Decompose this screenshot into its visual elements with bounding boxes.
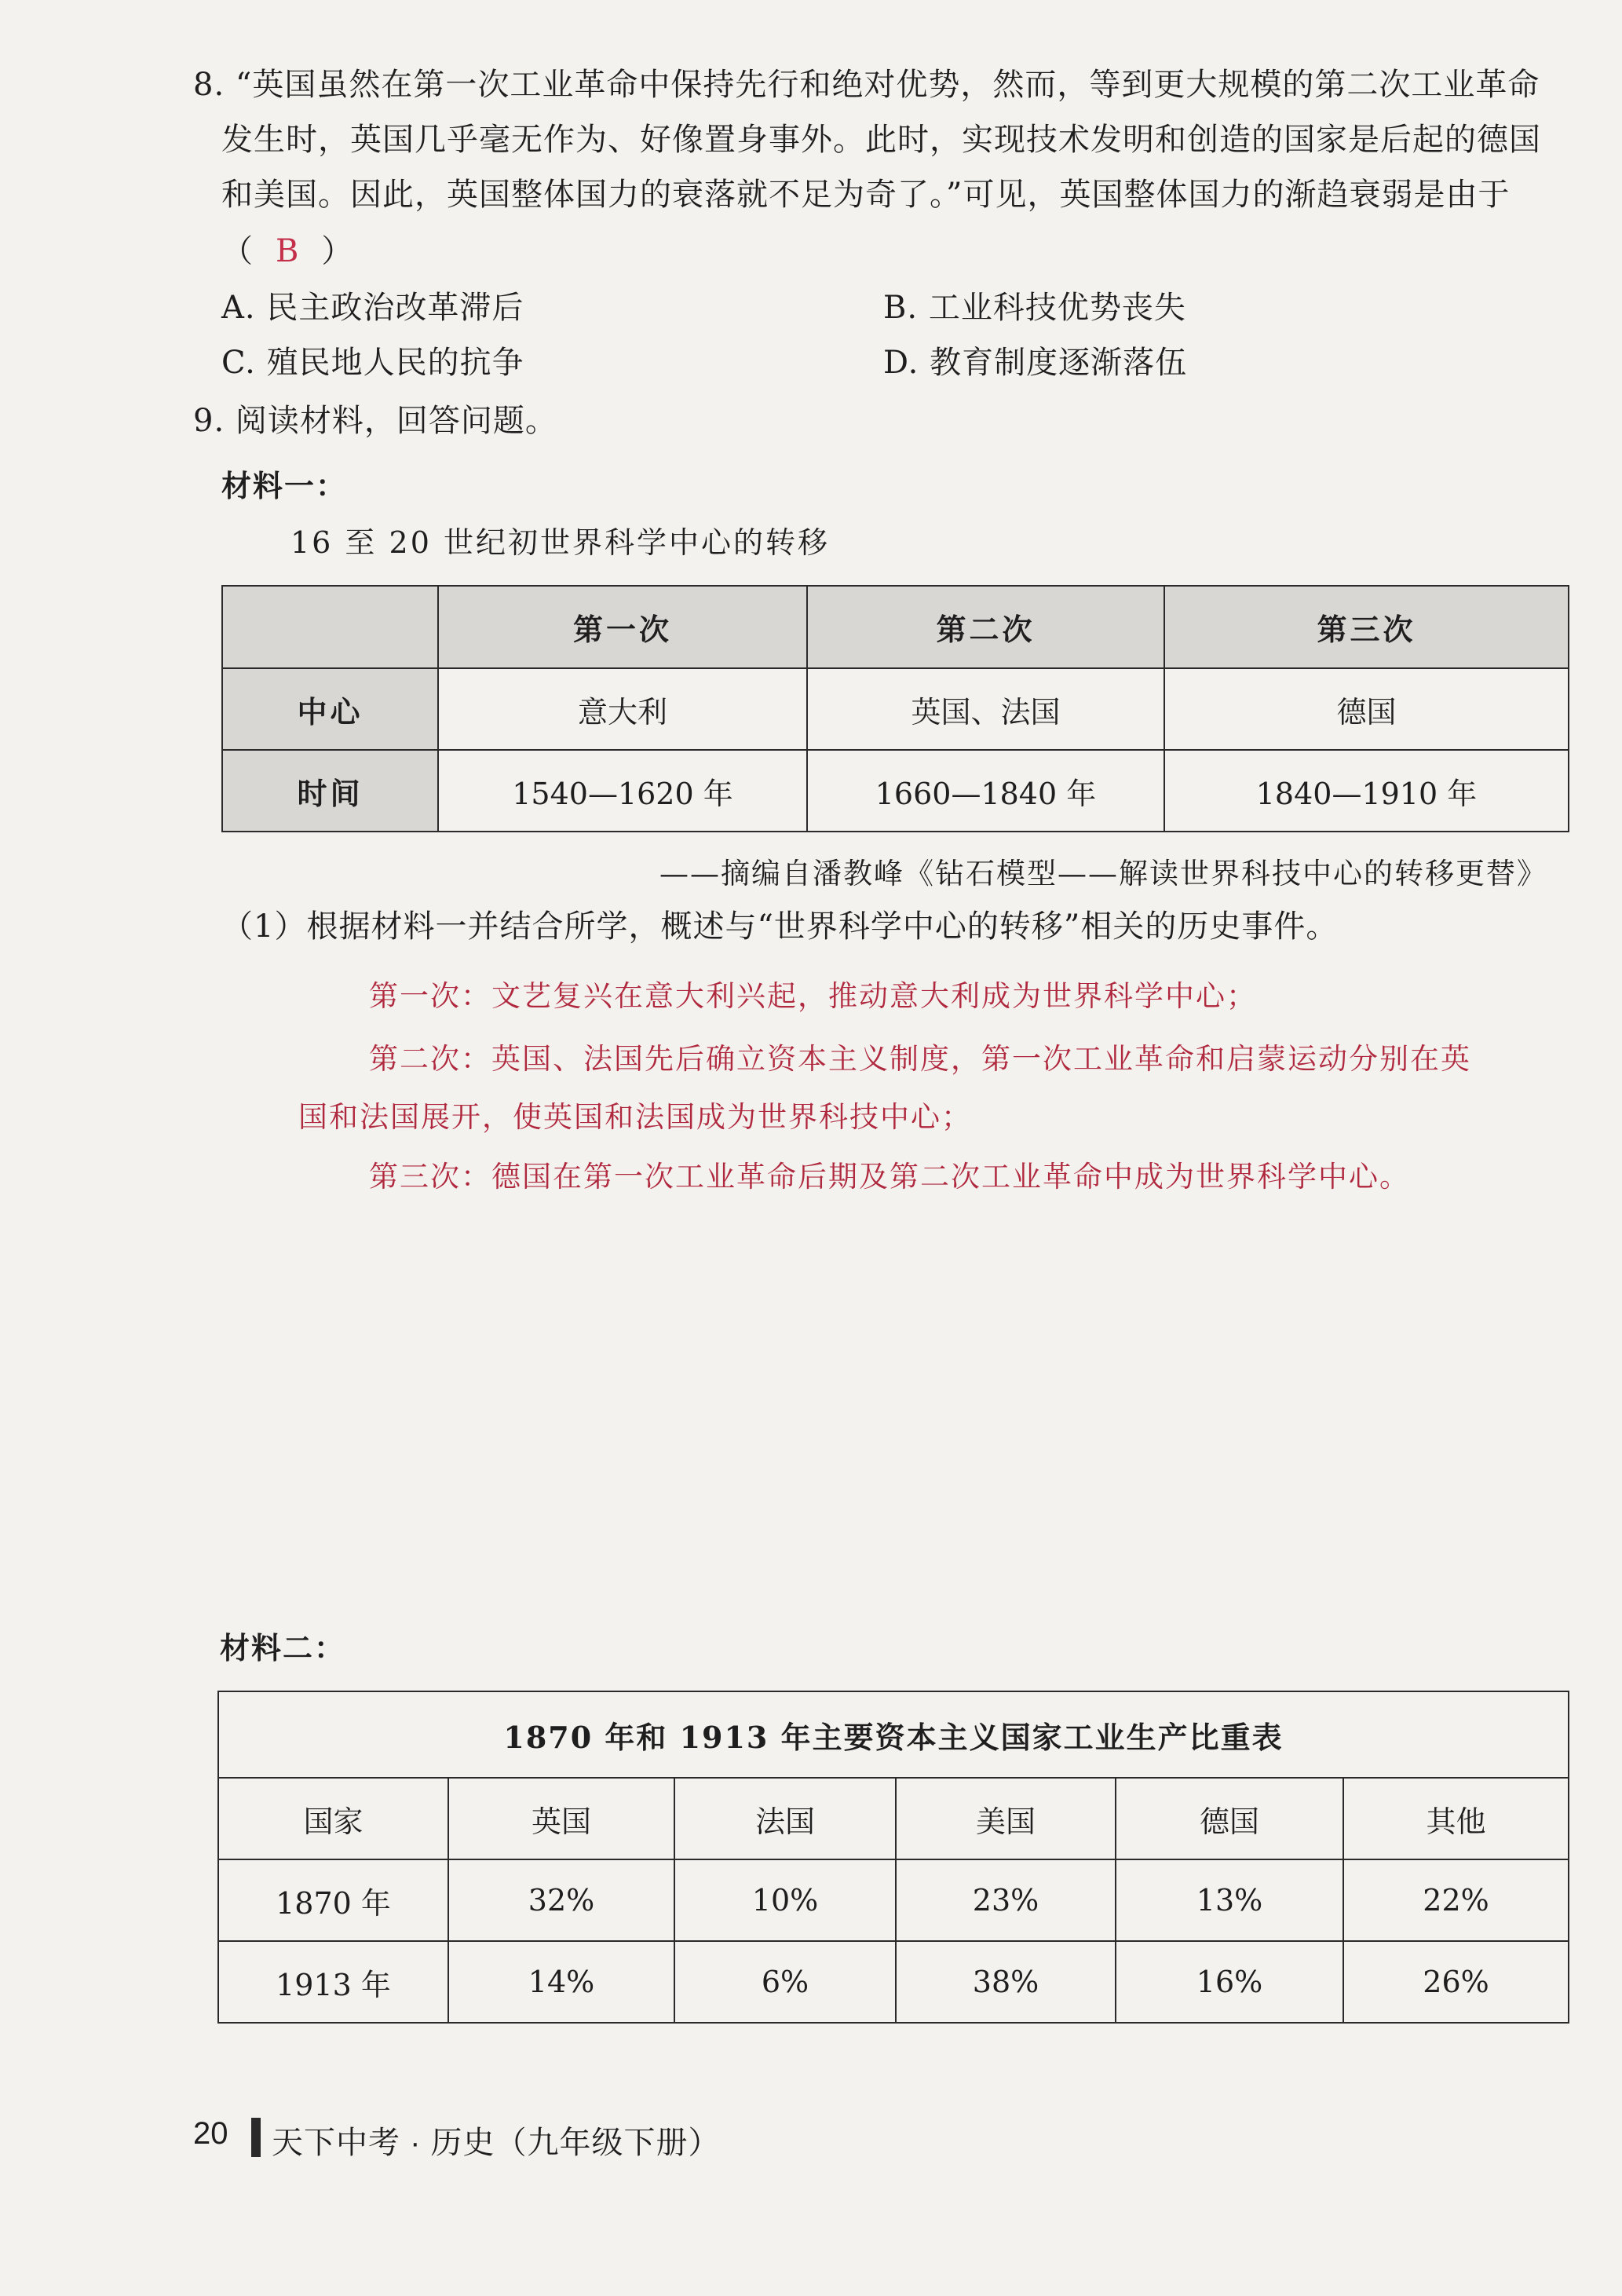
table1-header-first: 第一次	[438, 586, 807, 668]
q9-question-1: （1）根据材料一并结合所学，概述与“世界科学中心的转移”相关的历史事件。	[221, 909, 1339, 945]
q9-intro: 9. 阅读材料，回答问题。	[193, 403, 557, 439]
table2-cell: 10%	[674, 1859, 896, 1941]
book-title: 天下中考 · 历史（九年级下册）	[272, 2126, 721, 2160]
table1-header-corner	[222, 586, 438, 668]
table2-row-year: 1870 年	[218, 1859, 448, 1941]
table1-source: ——摘编自潘教峰《钻石模型——解读世界科技中心的转移更替》	[659, 857, 1547, 890]
table1-cell: 1540—1620 年	[438, 750, 807, 832]
q8-line-2: 发生时，英国几乎毫无作为、好像置身事外。此时，实现技术发明和创造的国家是后起的德国	[221, 122, 1541, 158]
table2-cell: 23%	[896, 1859, 1116, 1941]
table2-title: 1870 年和 1913 年主要资本主义国家工业生产比重表	[218, 1691, 1569, 1778]
q8-answer-bracket	[221, 228, 353, 275]
table1-cell: 德国	[1164, 668, 1569, 750]
table2-cell: 13%	[1116, 1859, 1343, 1941]
science-center-table	[221, 585, 1569, 832]
table1-cell: 英国、法国	[807, 668, 1164, 750]
table2-cell: 6%	[674, 1941, 896, 2023]
material1-label: 材料一：	[221, 468, 348, 503]
table-row	[222, 750, 1569, 832]
table2-row-year: 1913 年	[218, 1941, 448, 2023]
answer1-line-4: 第三次：德国在第一次工业革命后期及第二次工业革命中成为世界科学中心。	[369, 1160, 1410, 1194]
material2-label: 材料二：	[220, 1630, 346, 1665]
table1-caption: 16 至 20 世纪初世界科学中心的转移	[290, 525, 830, 560]
q8-option-c: C. 殖民地人民的抗争	[221, 345, 524, 381]
table2-cell: 26%	[1343, 1941, 1569, 2023]
industrial-share-table	[217, 1691, 1569, 2024]
q8-option-b: B. 工业科技优势丧失	[883, 290, 1186, 326]
footer-divider	[251, 2118, 261, 2157]
table2-header-uk: 英国	[448, 1778, 674, 1859]
table2-cell: 32%	[448, 1859, 674, 1941]
table-row	[222, 668, 1569, 750]
q8-paren-close: ）	[321, 233, 354, 269]
table2-cell: 14%	[448, 1941, 674, 2023]
table2-cell: 38%	[896, 1941, 1116, 2023]
q8-line-3: 和美国。因此，英国整体国力的衰落就不足为奇了。”可见，英国整体国力的渐趋衰弱是由于	[221, 177, 1511, 213]
q8-paren-open: （	[221, 233, 254, 269]
q8-line-1: 8. “英国虽然在第一次工业革命中保持先行和绝对优势，然而，等到更大规模的第二次工业革命	[193, 67, 1540, 103]
table2-header-france: 法国	[674, 1778, 896, 1859]
answer1-line-2: 第二次：英国、法国先后确立资本主义制度，第一次工业革命和启蒙运动分别在英	[369, 1042, 1471, 1076]
table2-header-usa: 美国	[896, 1778, 1116, 1859]
table-row	[218, 1941, 1569, 2023]
table1-row-label-time: 时间	[222, 750, 438, 832]
table-row	[218, 1859, 1569, 1941]
table2-header-country: 国家	[218, 1778, 448, 1859]
q8-option-a: A. 民主政治改革滞后	[221, 290, 524, 326]
table2-cell: 16%	[1116, 1941, 1343, 2023]
table2-header-other: 其他	[1343, 1778, 1569, 1859]
answer1-line-1: 第一次：文艺复兴在意大利兴起，推动意大利成为世界科学中心；	[369, 979, 1257, 1013]
table2-header-germany: 德国	[1116, 1778, 1343, 1859]
table1-cell: 意大利	[438, 668, 807, 750]
table1-header-second: 第二次	[807, 586, 1164, 668]
table1-row-label-center: 中心	[222, 668, 438, 750]
q8-answer: B	[276, 233, 300, 269]
table1-cell: 1840—1910 年	[1164, 750, 1569, 832]
table2-cell: 22%	[1343, 1859, 1569, 1941]
answer1-line-3: 国和法国展开，使英国和法国成为世界科技中心；	[298, 1100, 972, 1134]
q8-option-d: D. 教育制度逐渐落伍	[883, 345, 1188, 381]
table1-header-third: 第三次	[1164, 586, 1569, 668]
page-number: 20	[193, 2116, 228, 2151]
table1-cell: 1660—1840 年	[807, 750, 1164, 832]
